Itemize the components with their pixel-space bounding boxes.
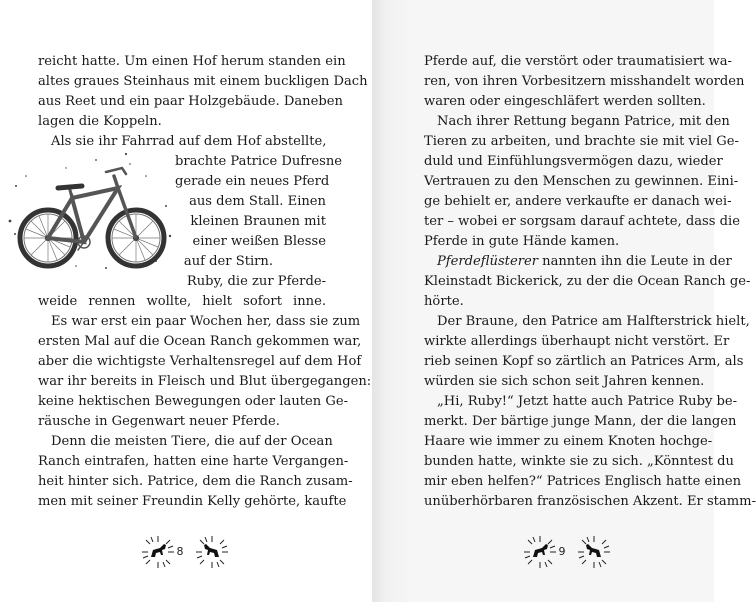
text-line: ter – wobei er sorgsam darauf achtete, dass die xyxy=(424,214,740,229)
page-footer-right xyxy=(518,534,614,570)
text-line: Als sie ihr Fahrrad auf dem Hof abstellte, xyxy=(51,134,327,149)
page-number: 9 xyxy=(558,545,566,558)
text-line: Ranch eintrafen, hatten eine harte Vergangen- xyxy=(38,454,349,469)
text-line: würden sie sich schon seit Jahren kennen. xyxy=(424,374,705,389)
text-line: keine hektischen Bewegungen oder lauten Ge- xyxy=(38,394,349,409)
text-line: aus Reet und ein paar Holzgebäude. Daneben xyxy=(38,94,343,109)
horse-emblem-icon xyxy=(576,534,612,570)
text-line: men mit seiner Freundin Kelly gehörte, kaufte xyxy=(38,494,347,509)
page-footer-left xyxy=(136,534,232,570)
text-line: Es war erst ein paar Wochen her, dass sie zum xyxy=(51,314,361,329)
text-line: waren oder eingeschläfert werden sollten. xyxy=(424,94,706,109)
text-line: Der Braune, den Patrice am Halfterstrick hielt, xyxy=(437,314,750,329)
horse-emblem-icon xyxy=(194,534,230,570)
text-line: aus dem Stall. Einen xyxy=(189,194,326,209)
text-line: Denn die meisten Tiere, die auf der Ocean xyxy=(51,434,333,449)
text-line: duld und Einfühlungsvermögen dazu, wieder xyxy=(424,154,723,169)
text-line: reicht hatte. Um einen Hof herum standen ein xyxy=(38,54,346,69)
text-line: weide rennen wollte, hielt sofort inne. xyxy=(38,294,326,309)
text-line: war ihr bereits in Fleisch und Blut übergegangen: xyxy=(38,374,372,389)
text-line: Vertrauen zu den Menschen zu gewinnen. Eini- xyxy=(424,174,739,189)
text-line: aber die wichtigste Verhaltensregel auf dem Hof xyxy=(38,354,362,369)
text-line: räusche in Gegenwart neuer Pferde. xyxy=(38,414,280,429)
text-line: Nach ihrer Rettung begann Patrice, mit den xyxy=(437,114,730,129)
text-line: gerade ein neues Pferd xyxy=(175,174,330,189)
text-line: mir eben helfen?“ Patrices Englisch hatte einen xyxy=(424,474,742,489)
text-line: kleinen Braunen mit xyxy=(190,214,326,229)
text-line: Tieren zu arbeiten, und brachte sie mit viel Ge- xyxy=(424,134,739,149)
page-number: 8 xyxy=(176,545,184,558)
text-line: lagen die Koppeln. xyxy=(38,114,162,129)
bicycle-illustration xyxy=(6,146,174,270)
left-page xyxy=(0,0,372,602)
text-line: Kleinstadt Bickerick, zu der die Ocean Ranch ge- xyxy=(424,274,751,289)
right-page xyxy=(372,0,756,602)
text-line: Pferde in gute Hände kamen. xyxy=(424,234,620,249)
italic-term: Pferdeflüsterer xyxy=(437,254,538,269)
text-line xyxy=(424,252,732,272)
text-line: brachte Patrice Dufresne xyxy=(175,154,343,169)
text-line: ge behielt er, andere verkaufte er danach wei- xyxy=(424,194,732,209)
text-line: „Hi, Ruby!“ Jetzt hatte auch Patrice Ruby be- xyxy=(437,394,738,409)
text-line: bunden hatte, winkte sie zu sich. „Könntest du xyxy=(424,454,734,469)
text-line: merkt. Der bärtige junge Mann, der die langen xyxy=(424,414,737,429)
text-span: nannten ihn die Leute in der xyxy=(537,254,732,269)
text-line: hörte. xyxy=(424,294,464,309)
text-line: Ruby, die zur Pferde- xyxy=(186,274,326,289)
text-line: ersten Mal auf die Ocean Ranch gekommen war, xyxy=(38,334,362,349)
text-line: wirkte allerdings überhaupt nicht verstört. Er xyxy=(424,334,730,349)
text-line: auf der Stirn. xyxy=(183,254,273,269)
text-line: altes graues Steinhaus mit einem buckligen Dach xyxy=(38,74,368,89)
text-line: einer weißen Blesse xyxy=(192,234,326,249)
text-line: ren, von ihren Vorbesitzern misshandelt worden xyxy=(424,74,745,89)
text-line: Haare wie immer zu einem Knoten hochge- xyxy=(424,434,713,449)
text-line: Pferde auf, die verstört oder traumatisiert wa- xyxy=(424,54,732,69)
text-line: unüberhörbaren französischen Akzent. Er stamm- xyxy=(424,494,756,509)
text-line: rieb seinen Kopf so zärtlich an Patrices Arm, als xyxy=(424,354,744,369)
text-line: heit hinter sich. Patrice, dem die Ranch zusam- xyxy=(38,474,353,489)
